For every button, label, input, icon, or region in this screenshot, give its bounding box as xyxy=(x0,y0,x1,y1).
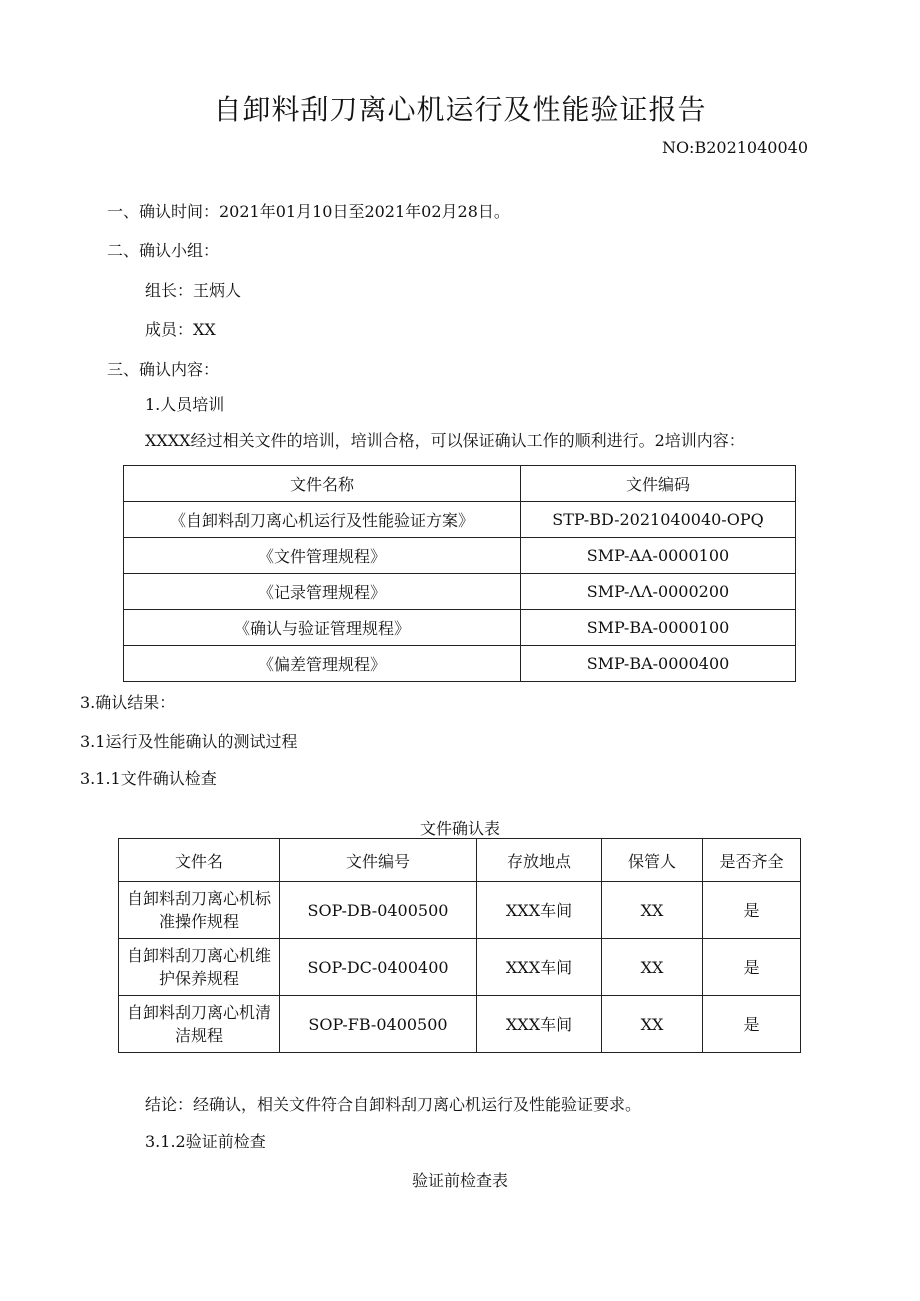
table-row xyxy=(124,646,796,682)
table-cell: 《自卸料刮刀离心机运行及性能验证方案》 xyxy=(124,502,521,538)
table-row xyxy=(119,939,801,996)
table-header-row xyxy=(124,466,796,502)
section-confirm-time: 一、确认时间：2021年01月10日至2021年02月28日。 xyxy=(107,202,510,221)
table-row xyxy=(119,882,801,939)
subsection-3-1-2: 3.1.2验证前检查 xyxy=(145,1132,266,1151)
table-cell: XX xyxy=(602,996,703,1053)
table-row xyxy=(124,538,796,574)
document-confirmation-table xyxy=(118,838,801,1053)
table-cell: SOP-FB-0400500 xyxy=(280,996,477,1053)
table-row xyxy=(124,502,796,538)
table-cell: 《文件管理规程》 xyxy=(124,538,521,574)
table-row xyxy=(119,996,801,1053)
table-header: 文件名 xyxy=(119,839,280,882)
table-cell: XX xyxy=(602,882,703,939)
section-confirm-team: 二、确认小组： xyxy=(107,241,220,260)
table-cell: 自卸料刮刀离心机标准操作规程 xyxy=(119,882,280,939)
table-cell: 《记录管理规程》 xyxy=(124,574,521,610)
conclusion-text: 结论：经确认，相关文件符合自卸料刮刀离心机运行及性能验证要求。 xyxy=(145,1095,642,1114)
table-cell: SMP-AA-0000100 xyxy=(521,538,796,574)
item-personnel-training: 1.人员培训 xyxy=(145,395,225,414)
table-header: 文件编码 xyxy=(521,466,796,502)
doc-table-caption: 文件确认表 xyxy=(419,819,500,838)
subsection-3-1: 3.1运行及性能确认的测试过程 xyxy=(80,732,298,751)
table-cell: SOP-DC-0400400 xyxy=(280,939,477,996)
table-cell: SOP-DB-0400500 xyxy=(280,882,477,939)
table-cell: 《偏差管理规程》 xyxy=(124,646,521,682)
table-cell: 是 xyxy=(703,996,801,1053)
table-cell: SMP-ΛΛ-0000200 xyxy=(521,574,796,610)
document-number: NO:B2021040040 xyxy=(661,138,808,157)
precheck-table-caption: 验证前检查表 xyxy=(411,1171,508,1190)
table-cell: XXX车间 xyxy=(477,996,602,1053)
table-row xyxy=(124,574,796,610)
table-cell: 是 xyxy=(703,939,801,996)
training-description: XXXX经过相关文件的培训，培训合格，可以保证确认工作的顺利进行。2培训内容： xyxy=(145,431,745,450)
team-members: 成员：XX xyxy=(145,320,216,339)
table-header: 文件名称 xyxy=(124,466,521,502)
team-leader: 组长：王炳人 xyxy=(145,281,242,300)
table-header-row xyxy=(119,839,801,882)
section-confirm-content: 三、确认内容： xyxy=(107,360,220,379)
table-cell: XXX车间 xyxy=(477,882,602,939)
page-title: 自卸料刮刀离心机运行及性能验证报告 xyxy=(213,93,707,126)
table-row xyxy=(124,610,796,646)
table-cell: XX xyxy=(602,939,703,996)
table-cell: SMP-BA-0000100 xyxy=(521,610,796,646)
result-heading: 3.确认结果： xyxy=(80,693,176,712)
table-header: 文件编号 xyxy=(280,839,477,882)
table-cell: 是 xyxy=(703,882,801,939)
table-cell: 自卸料刮刀离心机维护保养规程 xyxy=(119,939,280,996)
table-cell: 《确认与验证管理规程》 xyxy=(124,610,521,646)
table-header: 保管人 xyxy=(602,839,703,882)
table-header: 存放地点 xyxy=(477,839,602,882)
table-cell: 自卸料刮刀离心机清洁规程 xyxy=(119,996,280,1053)
table-header: 是否齐全 xyxy=(703,839,801,882)
subsection-3-1-1: 3.1.1文件确认检查 xyxy=(80,769,217,788)
table-cell: SMP-BA-0000400 xyxy=(521,646,796,682)
table-cell: XXX车间 xyxy=(477,939,602,996)
training-table xyxy=(123,465,796,682)
table-cell: STP-BD-2021040040-OPQ xyxy=(521,502,796,538)
